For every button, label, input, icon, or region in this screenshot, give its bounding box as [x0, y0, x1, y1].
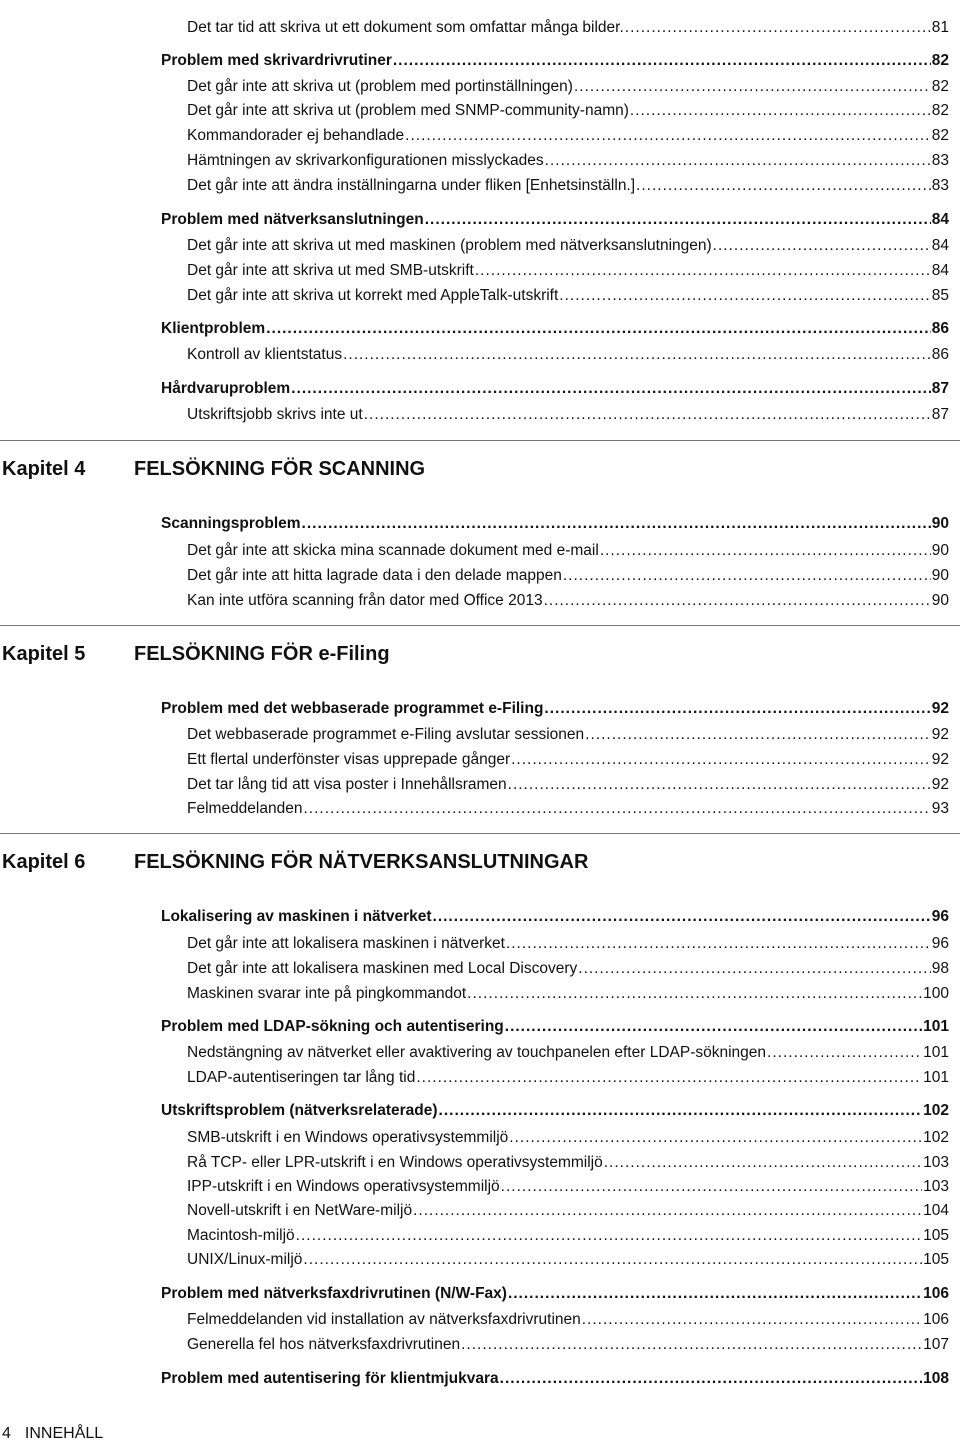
- toc-entry-title: Felmeddelanden vid installation av nätverksfaxdrivrutinen: [187, 1311, 581, 1328]
- toc-entry-title: Det går inte att ändra inställningarna under fliken [Enhetsinställn.]: [187, 177, 636, 194]
- toc-entry-page: 82: [931, 127, 949, 144]
- toc-entry[interactable]: [187, 345, 949, 365]
- toc-section[interactable]: [161, 907, 949, 927]
- toc-entry-page: 93: [931, 800, 949, 817]
- toc-entry-page: 98: [931, 960, 949, 977]
- toc-entry-title: Hårdvaruproblem: [161, 380, 291, 397]
- toc-entry-page: 100: [923, 985, 949, 1002]
- toc-entry[interactable]: [187, 1335, 949, 1355]
- toc-entry[interactable]: [187, 984, 949, 1004]
- toc-entry-page: 84: [931, 262, 949, 279]
- toc-section[interactable]: [161, 1284, 949, 1304]
- toc-entry-page: 87: [931, 406, 949, 423]
- toc-section[interactable]: [161, 379, 949, 399]
- toc-entry[interactable]: [187, 775, 949, 795]
- toc-entry[interactable]: [187, 18, 949, 38]
- toc-entry-title: Kan inte utföra scanning från dator med Office 2013: [187, 592, 543, 609]
- toc-entry-title: Det går inte att skicka mina scannade dokument med e-mail: [187, 542, 599, 559]
- toc-entry-title: Det tar tid att skriva ut ett dokument som omfattar många bilder.: [187, 19, 624, 36]
- toc-entry-page: 92: [931, 776, 949, 793]
- footer-section: INNEHÅLL: [24, 1425, 104, 1442]
- toc-entry-page: 103: [923, 1154, 949, 1171]
- toc-entry-title: Problem med autentisering för klientmjukvara: [161, 1370, 499, 1387]
- toc-entry[interactable]: [187, 1043, 949, 1063]
- toc-entry-page: 86: [931, 346, 949, 363]
- toc-section[interactable]: [161, 1101, 949, 1121]
- toc-entry-page: 105: [923, 1227, 949, 1244]
- toc-entry[interactable]: [187, 236, 949, 256]
- toc-entry-title: Det går inte att skriva ut (problem med portinställningen): [187, 78, 573, 95]
- toc-entry-page: 92: [931, 751, 949, 768]
- toc-entry[interactable]: [187, 176, 949, 196]
- toc-entry-title: Generella fel hos nätverksfaxdrivrutinen: [187, 1336, 461, 1353]
- toc-entry[interactable]: [187, 799, 949, 819]
- toc-entry-title: Utskriftsproblem (nätverksrelaterade): [161, 1102, 438, 1119]
- toc-section[interactable]: [161, 1369, 949, 1389]
- toc-entry-page: 86: [931, 320, 949, 337]
- toc-entry[interactable]: [187, 725, 949, 745]
- toc-entry[interactable]: [187, 1226, 949, 1246]
- toc-entry-title: SMB-utskrift i en Windows operativsystemmiljö: [187, 1129, 509, 1146]
- toc-entry-page: 101: [923, 1018, 949, 1035]
- toc-entry-page: 106: [923, 1311, 949, 1328]
- toc-entry-page: 101: [923, 1069, 949, 1086]
- toc-entry[interactable]: [187, 566, 949, 586]
- toc-entry-page: 90: [931, 567, 949, 584]
- toc-entry[interactable]: [187, 1250, 949, 1270]
- chapter-label: Kapitel 6: [2, 851, 86, 873]
- toc-entry[interactable]: [187, 151, 949, 171]
- toc-entry-page: 96: [931, 935, 949, 952]
- chapter-title[interactable]: FELSÖKNING FÖR NÄTVERKSANSLUTNINGAR: [134, 851, 589, 873]
- toc-entry-title: Ett flertal underfönster visas upprepade gånger: [187, 751, 511, 768]
- toc-section[interactable]: [161, 51, 949, 71]
- toc-entry-page: 106: [923, 1285, 949, 1302]
- toc-entry-title: Det går inte att lokalisera maskinen i nätverket: [187, 935, 505, 952]
- toc-entry-page: 107: [923, 1336, 949, 1353]
- toc-entry-title: Problem med det webbaserade programmet e-Filing: [161, 700, 544, 717]
- toc-entry[interactable]: [187, 959, 949, 979]
- toc-entry[interactable]: [187, 261, 949, 281]
- toc-entry-page: 92: [931, 726, 949, 743]
- chapter-label: Kapitel 5: [2, 643, 86, 665]
- toc-entry-page: 83: [931, 177, 949, 194]
- toc-section[interactable]: [161, 1017, 949, 1037]
- toc-entry[interactable]: [187, 286, 949, 306]
- toc-entry-title: Hämtningen av skrivarkonfigurationen misslyckades: [187, 152, 544, 169]
- toc-entry-title: Kontroll av klientstatus: [187, 346, 343, 363]
- toc-entry-title: Lokalisering av maskinen i nätverket: [161, 908, 432, 925]
- chapter-divider: [0, 625, 960, 626]
- chapter-title[interactable]: FELSÖKNING FÖR SCANNING: [134, 458, 426, 480]
- toc-entry-page: 90: [931, 515, 949, 532]
- toc-entry-title: Det webbaserade programmet e-Filing avslutar sessionen: [187, 726, 585, 743]
- toc-entry-page: 104: [923, 1202, 949, 1219]
- toc-entry-page: 90: [931, 542, 949, 559]
- toc-entry[interactable]: [187, 541, 949, 561]
- toc-entry-page: 82: [931, 78, 949, 95]
- toc-entry-page: 102: [923, 1102, 949, 1119]
- toc-entry-page: 105: [923, 1251, 949, 1268]
- toc-entry-title: Problem med skrivardrivrutiner: [161, 52, 392, 69]
- toc-entry-page: 103: [923, 1178, 949, 1195]
- toc-entry-page: 102: [923, 1129, 949, 1146]
- toc-entry[interactable]: [187, 1310, 949, 1330]
- toc-entry-title: UNIX/Linux-miljö: [187, 1251, 303, 1268]
- toc-entry[interactable]: [187, 934, 949, 954]
- toc-section[interactable]: [161, 210, 949, 230]
- toc-entry-page: 81: [931, 19, 949, 36]
- toc-entry-title: Maskinen svarar inte på pingkommandot: [187, 985, 467, 1002]
- toc-entry-title: LDAP-autentiseringen tar lång tid: [187, 1069, 416, 1086]
- toc-entry-title: Scanningsproblem: [161, 515, 301, 532]
- toc-entry[interactable]: [187, 1068, 949, 1088]
- toc-entry-page: 85: [931, 287, 949, 304]
- toc-entry-page: 87: [931, 380, 949, 397]
- toc-entry[interactable]: [187, 77, 949, 97]
- toc-entry-page: 96: [931, 908, 949, 925]
- toc-entry-title: Novell-utskrift i en NetWare-miljö: [187, 1202, 413, 1219]
- toc-entry-title: Det går inte att skriva ut (problem med SNMP-community-namn): [187, 102, 629, 119]
- toc-entry-title: Kommandorader ej behandlade: [187, 127, 405, 144]
- toc-entry-page: 82: [931, 102, 949, 119]
- toc-entry-title: Nedstängning av nätverket eller avaktivering av touchpanelen efter LDAP-sökningen: [187, 1044, 767, 1061]
- toc-entry-title: Problem med nätverksanslutningen: [161, 211, 424, 228]
- chapter-title[interactable]: FELSÖKNING FÖR e-Filing: [134, 643, 390, 665]
- chapter-label: Kapitel 4: [2, 458, 86, 480]
- page-number: 4: [2, 1425, 11, 1442]
- toc-section[interactable]: [161, 699, 949, 719]
- toc-entry-title: IPP-utskrift i en Windows operativsystemmiljö: [187, 1178, 500, 1195]
- toc-entry-page: 90: [931, 592, 949, 609]
- toc-entry-page: 84: [931, 211, 949, 228]
- toc-entry-title: Problem med nätverksfaxdrivrutinen (N/W-Fax): [161, 1285, 507, 1302]
- toc-entry[interactable]: [187, 1128, 949, 1148]
- toc-entry[interactable]: [187, 101, 949, 121]
- toc-entry-page: 84: [931, 237, 949, 254]
- toc-entry-page: 101: [923, 1044, 949, 1061]
- toc-entry[interactable]: [187, 1153, 949, 1173]
- chapter-divider: [0, 440, 960, 441]
- toc-entry-title: Klientproblem: [161, 320, 266, 337]
- toc-entry-page: 83: [931, 152, 949, 169]
- toc-section[interactable]: [161, 319, 949, 339]
- toc-entry-title: Det tar lång tid att visa poster i Innehållsramen: [187, 776, 507, 793]
- toc-section[interactable]: [161, 514, 949, 534]
- toc-entry-title: Macintosh-miljö: [187, 1227, 295, 1244]
- toc-entry-title: Det går inte att hitta lagrade data i den delade mappen: [187, 567, 562, 584]
- toc-entry[interactable]: [187, 1177, 949, 1197]
- toc-entry[interactable]: [187, 405, 949, 425]
- toc-entry-title: Det går inte att skriva ut med maskinen (problem med nätverksanslutningen): [187, 237, 712, 254]
- toc-entry[interactable]: [187, 591, 949, 611]
- toc-entry-title: Det går inte att skriva ut korrekt med AppleTalk-utskrift: [187, 287, 559, 304]
- toc-entry-page: 92: [931, 700, 949, 717]
- toc-entry-title: Problem med LDAP-sökning och autentisering: [161, 1018, 504, 1035]
- toc-entry-title: Det går inte att skriva ut med SMB-utskrift: [187, 262, 474, 279]
- toc-entry-page: 82: [931, 52, 949, 69]
- toc-entry-title: Det går inte att lokalisera maskinen med Local Discovery: [187, 960, 578, 977]
- toc-entry-title: Utskriftsjobb skrivs inte ut: [187, 406, 363, 423]
- toc-entry[interactable]: [187, 750, 949, 770]
- page-footer: [2, 1425, 103, 1443]
- toc-entry-page: 108: [923, 1370, 949, 1387]
- toc-entry-title: Rå TCP- eller LPR-utskrift i en Windows operativsystemmiljö: [187, 1154, 603, 1171]
- toc-entry[interactable]: [187, 126, 949, 146]
- chapter-divider: [0, 833, 960, 834]
- toc-entry[interactable]: [187, 1201, 949, 1221]
- toc-entry-title: Felmeddelanden: [187, 800, 303, 817]
